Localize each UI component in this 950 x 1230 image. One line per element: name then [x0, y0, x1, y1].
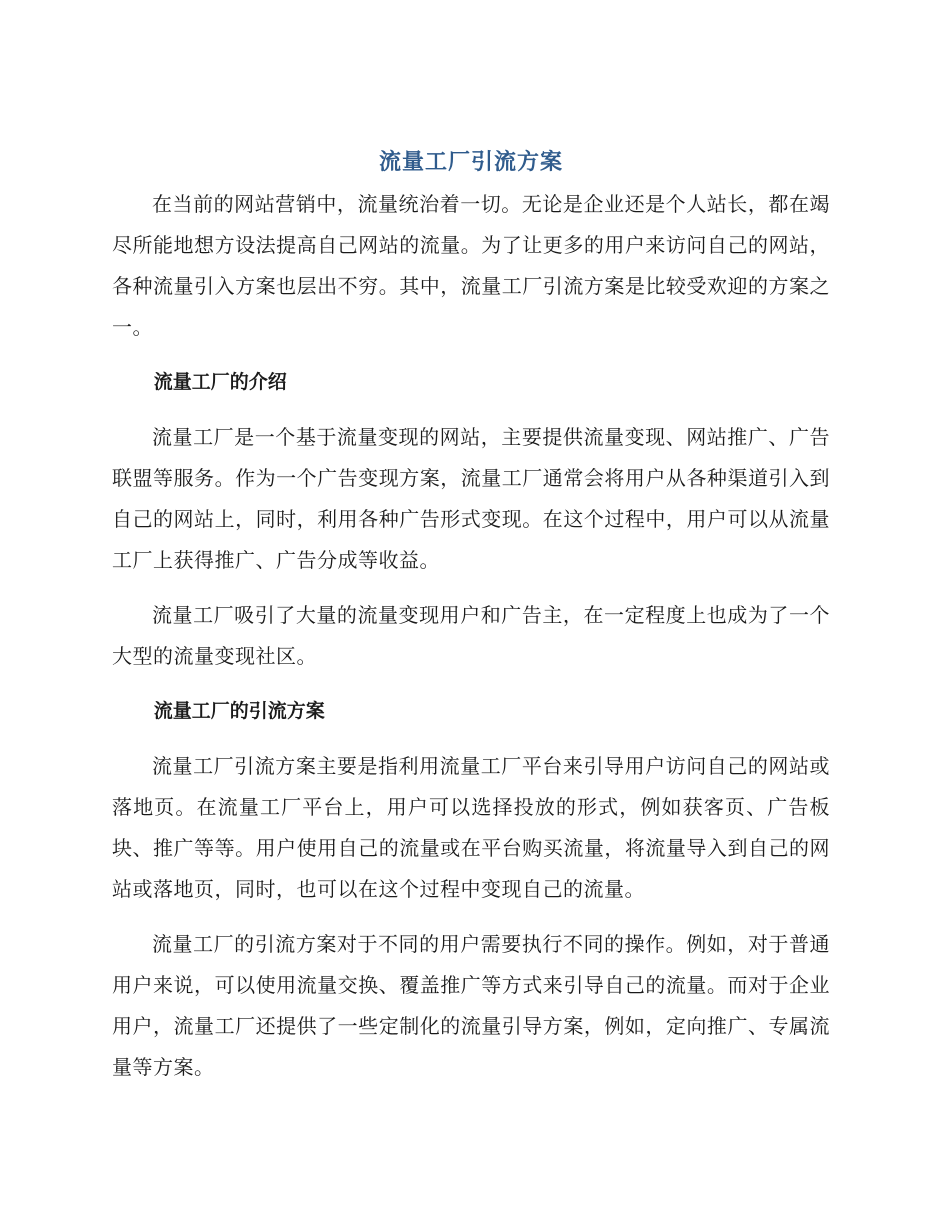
section-introduction	[112, 362, 830, 677]
section-heading: 流量工厂的引流方案	[153, 700, 325, 722]
intro-paragraph: 在当前的网站营销中，流量统治着一切。无论是企业还是个人站长，都在竭尽所能地想方设法提高自己网站的流量。为了让更多的用户来访问自己的网站，各种流量引入方案也层出不穷。其中，流量工厂引流方案是比较受欢迎的方案之一。	[112, 192, 830, 339]
document-title: 流量工厂引流方案	[378, 150, 563, 175]
body-paragraph: 流量工厂吸引了大量的流量变现用户和广告主，在一定程度上也成为了一个大型的流量变现社区。	[112, 603, 830, 668]
document-page	[112, 146, 830, 1102]
body-paragraph: 流量工厂的引流方案对于不同的用户需要执行不同的操作。例如，对于普通用户来说，可以使用流量交换、覆盖推广等方式来引导自己的流量。而对于企业用户，流量工厂还提供了一些定制化的流量引导方案，例如，定向推广、专属流量等方案。	[112, 932, 830, 1079]
body-paragraph: 流量工厂是一个基于流量变现的网站，主要提供流量变现、网站推广、广告联盟等服务。作为一个广告变现方案，流量工厂通常会将用户从各种渠道引入到自己的网站上，同时，利用各种广告形式变现。在这个过程中，用户可以从流量工厂上获得推广、广告分成等收益。	[112, 425, 830, 572]
section-traffic-plan	[112, 691, 830, 1088]
body-paragraph: 流量工厂引流方案主要是指利用流量工厂平台来引导用户访问自己的网站或落地页。在流量工厂平台上，用户可以选择投放的形式，例如获客页、广告板块、推广等等。用户使用自己的流量或在平台购买流量，将流量导入到自己的网站或落地页，同时，也可以在这个过程中变现自己的流量。	[112, 754, 830, 901]
section-heading: 流量工厂的介绍	[153, 371, 287, 393]
